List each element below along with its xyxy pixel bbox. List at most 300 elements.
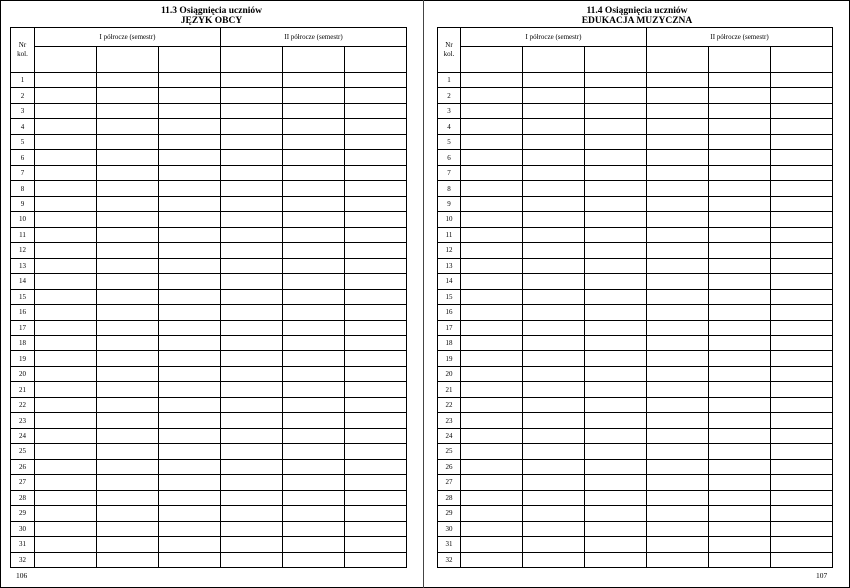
grade-cell — [585, 428, 647, 443]
table-row — [11, 444, 407, 459]
grade-cell — [97, 196, 159, 211]
grade-cell — [35, 444, 97, 459]
grade-cell — [35, 181, 97, 196]
row-number: 14 — [11, 274, 35, 289]
table-row — [438, 397, 833, 412]
header-subcolumn — [345, 47, 407, 73]
grade-cell — [345, 490, 407, 505]
grade-cell — [647, 475, 709, 490]
row-number: 18 — [438, 335, 461, 350]
grade-cell — [35, 119, 97, 134]
grade-cell — [35, 274, 97, 289]
grade-cell — [159, 351, 221, 366]
table-row — [438, 103, 833, 118]
grade-cell — [345, 366, 407, 381]
grade-cell — [159, 243, 221, 258]
grade-cell — [771, 150, 833, 165]
grade-cell — [709, 150, 771, 165]
table-row — [438, 88, 833, 103]
row-number: 4 — [11, 119, 35, 134]
grade-cell — [709, 459, 771, 474]
grade-cell — [709, 134, 771, 149]
grade-cell — [647, 413, 709, 428]
table-row — [11, 227, 407, 242]
grade-cell — [585, 537, 647, 552]
grade-cell — [159, 382, 221, 397]
table-row — [438, 305, 833, 320]
grade-cell — [771, 428, 833, 443]
row-number: 18 — [11, 335, 35, 350]
grade-cell — [345, 73, 407, 88]
grade-cell — [97, 103, 159, 118]
grade-cell — [97, 227, 159, 242]
grade-cell — [221, 475, 283, 490]
row-number: 13 — [11, 258, 35, 273]
grade-cell — [771, 289, 833, 304]
grade-cell — [771, 506, 833, 521]
grade-cell — [221, 88, 283, 103]
table-row — [11, 428, 407, 443]
grade-cell — [709, 506, 771, 521]
grade-cell — [461, 444, 523, 459]
grade-cell — [771, 413, 833, 428]
row-number: 2 — [11, 88, 35, 103]
row-number: 7 — [438, 165, 461, 180]
grade-cell — [771, 165, 833, 180]
right-title-line2: EDUKACJA MUZYCZNA — [581, 16, 693, 26]
grade-cell — [159, 320, 221, 335]
grade-cell — [221, 537, 283, 552]
row-number: 22 — [438, 397, 461, 412]
grade-cell — [523, 552, 585, 567]
grade-cell — [345, 165, 407, 180]
grade-cell — [585, 165, 647, 180]
grade-cell — [35, 552, 97, 567]
grade-cell — [345, 119, 407, 134]
grade-cell — [523, 119, 585, 134]
table-row — [11, 506, 407, 521]
grade-cell — [647, 289, 709, 304]
row-number: 15 — [438, 289, 461, 304]
grade-cell — [771, 537, 833, 552]
grade-cell — [97, 537, 159, 552]
grade-cell — [221, 289, 283, 304]
grade-cell — [523, 305, 585, 320]
header-subcolumn — [771, 47, 833, 73]
table-row — [11, 196, 407, 211]
grade-cell — [461, 305, 523, 320]
grade-cell — [461, 227, 523, 242]
header-semester-1: I półrocze (semestr) — [461, 28, 647, 47]
grade-cell — [461, 119, 523, 134]
grade-cell — [709, 227, 771, 242]
grade-cell — [159, 335, 221, 350]
grade-cell — [771, 119, 833, 134]
row-number: 11 — [438, 227, 461, 242]
row-number: 5 — [438, 134, 461, 149]
grade-cell — [709, 243, 771, 258]
grade-cell — [221, 335, 283, 350]
grade-cell — [709, 552, 771, 567]
grade-cell — [647, 119, 709, 134]
row-number: 16 — [438, 305, 461, 320]
grade-cell — [647, 196, 709, 211]
row-number: 21 — [438, 382, 461, 397]
grade-cell — [585, 181, 647, 196]
grade-cell — [159, 134, 221, 149]
grade-cell — [345, 413, 407, 428]
grade-cell — [461, 382, 523, 397]
grade-cell — [35, 88, 97, 103]
right-page-number: 107 — [816, 571, 828, 580]
grade-cell — [523, 366, 585, 381]
grade-cell — [647, 88, 709, 103]
grade-cell — [585, 335, 647, 350]
grade-cell — [523, 88, 585, 103]
grade-cell — [523, 289, 585, 304]
grade-cell — [35, 212, 97, 227]
grade-cell — [771, 103, 833, 118]
table-row — [11, 413, 407, 428]
grade-cell — [523, 243, 585, 258]
grade-cell — [283, 227, 345, 242]
grade-cell — [283, 165, 345, 180]
grade-cell — [35, 289, 97, 304]
grade-cell — [585, 320, 647, 335]
grade-cell — [159, 444, 221, 459]
grade-cell — [461, 165, 523, 180]
grade-cell — [585, 382, 647, 397]
grade-cell — [345, 103, 407, 118]
grade-cell — [461, 289, 523, 304]
grade-cell — [159, 506, 221, 521]
grade-cell — [647, 428, 709, 443]
grade-cell — [585, 552, 647, 567]
grade-cell — [585, 274, 647, 289]
grade-cell — [461, 274, 523, 289]
grade-cell — [35, 521, 97, 536]
row-number: 4 — [438, 119, 461, 134]
grade-cell — [709, 351, 771, 366]
grade-cell — [283, 88, 345, 103]
row-number: 9 — [438, 196, 461, 211]
row-number: 1 — [438, 73, 461, 88]
grade-cell — [771, 351, 833, 366]
grade-cell — [159, 413, 221, 428]
row-number: 29 — [11, 506, 35, 521]
grade-cell — [585, 521, 647, 536]
grade-cell — [159, 289, 221, 304]
row-number: 13 — [438, 258, 461, 273]
table-row — [11, 134, 407, 149]
grade-cell — [221, 227, 283, 242]
grade-cell — [221, 212, 283, 227]
grade-cell — [461, 88, 523, 103]
grade-cell — [771, 274, 833, 289]
grade-cell — [523, 475, 585, 490]
grade-cell — [345, 134, 407, 149]
grade-cell — [461, 521, 523, 536]
grade-cell — [283, 274, 345, 289]
grade-cell — [585, 459, 647, 474]
grade-cell — [647, 274, 709, 289]
grade-cell — [345, 274, 407, 289]
grade-cell — [159, 552, 221, 567]
row-number: 31 — [438, 537, 461, 552]
right-table-body — [438, 73, 833, 568]
table-row — [438, 150, 833, 165]
grade-cell — [647, 243, 709, 258]
row-number: 29 — [438, 506, 461, 521]
grade-cell — [97, 475, 159, 490]
row-number: 27 — [11, 475, 35, 490]
grade-cell — [97, 305, 159, 320]
grade-cell — [97, 320, 159, 335]
grade-cell — [585, 119, 647, 134]
row-number: 7 — [11, 165, 35, 180]
table-row — [438, 274, 833, 289]
grade-cell — [647, 258, 709, 273]
table-row — [11, 335, 407, 350]
grade-cell — [283, 258, 345, 273]
grade-cell — [771, 243, 833, 258]
header-subcolumn — [35, 47, 97, 73]
row-number: 5 — [11, 134, 35, 149]
right-page-title — [424, 6, 850, 26]
header-subcolumn — [585, 47, 647, 73]
grade-cell — [283, 103, 345, 118]
grade-cell — [283, 382, 345, 397]
grade-cell — [461, 413, 523, 428]
row-number: 20 — [438, 366, 461, 381]
row-number: 23 — [438, 413, 461, 428]
grade-cell — [97, 258, 159, 273]
grade-cell — [283, 366, 345, 381]
table-row — [11, 537, 407, 552]
grade-cell — [35, 134, 97, 149]
table-row — [11, 382, 407, 397]
grade-cell — [35, 459, 97, 474]
grade-cell — [345, 150, 407, 165]
grade-cell — [771, 459, 833, 474]
row-number: 8 — [438, 181, 461, 196]
grade-cell — [709, 397, 771, 412]
left-page-title — [0, 6, 423, 26]
grade-cell — [585, 444, 647, 459]
grade-cell — [523, 227, 585, 242]
grade-cell — [159, 366, 221, 381]
grade-cell — [709, 366, 771, 381]
table-row — [11, 73, 407, 88]
grade-cell — [97, 382, 159, 397]
grade-cell — [585, 103, 647, 118]
table-row — [438, 413, 833, 428]
grade-cell — [771, 227, 833, 242]
grade-cell — [97, 506, 159, 521]
grade-cell — [35, 165, 97, 180]
grade-cell — [523, 103, 585, 118]
grade-cell — [709, 88, 771, 103]
row-number: 10 — [438, 212, 461, 227]
grade-cell — [585, 366, 647, 381]
header-kol: kol. — [443, 50, 455, 58]
grade-cell — [709, 103, 771, 118]
grade-cell — [771, 212, 833, 227]
grade-cell — [97, 119, 159, 134]
header-semester-2: II półrocze (semestr) — [221, 28, 407, 47]
grade-cell — [771, 397, 833, 412]
grade-cell — [709, 181, 771, 196]
table-row — [11, 150, 407, 165]
grade-cell — [159, 258, 221, 273]
grade-cell — [709, 274, 771, 289]
grade-cell — [221, 366, 283, 381]
grade-cell — [221, 397, 283, 412]
table-row — [438, 289, 833, 304]
grade-cell — [221, 413, 283, 428]
grade-cell — [97, 289, 159, 304]
grade-cell — [647, 552, 709, 567]
table-row — [438, 243, 833, 258]
grade-cell — [159, 119, 221, 134]
row-number: 28 — [11, 490, 35, 505]
grade-cell — [461, 243, 523, 258]
grade-cell — [585, 150, 647, 165]
row-number: 11 — [11, 227, 35, 242]
grade-cell — [771, 134, 833, 149]
grade-cell — [221, 258, 283, 273]
table-row — [438, 227, 833, 242]
grade-cell — [35, 227, 97, 242]
grade-cell — [221, 305, 283, 320]
grade-cell — [647, 165, 709, 180]
grade-cell — [97, 413, 159, 428]
grade-cell — [709, 196, 771, 211]
table-row — [11, 274, 407, 289]
grade-cell — [461, 366, 523, 381]
grade-cell — [461, 459, 523, 474]
grade-cell — [523, 134, 585, 149]
grade-cell — [523, 73, 585, 88]
grade-cell — [709, 119, 771, 134]
grade-cell — [221, 444, 283, 459]
row-number: 19 — [438, 351, 461, 366]
row-number: 30 — [438, 521, 461, 536]
grade-cell — [345, 397, 407, 412]
grade-cell — [461, 196, 523, 211]
grade-cell — [283, 351, 345, 366]
header-subcolumn — [461, 47, 523, 73]
grade-cell — [345, 181, 407, 196]
grade-cell — [461, 150, 523, 165]
grade-cell — [345, 305, 407, 320]
row-number: 16 — [11, 305, 35, 320]
grade-cell — [709, 335, 771, 350]
grade-cell — [647, 459, 709, 474]
left-table-body — [11, 73, 407, 568]
table-row — [438, 537, 833, 552]
grade-cell — [523, 428, 585, 443]
table-row — [11, 320, 407, 335]
grade-cell — [283, 413, 345, 428]
grade-cell — [647, 335, 709, 350]
table-row — [11, 165, 407, 180]
table-row — [438, 428, 833, 443]
row-number: 19 — [11, 351, 35, 366]
grade-cell — [523, 320, 585, 335]
row-number: 27 — [438, 475, 461, 490]
grade-cell — [283, 537, 345, 552]
grade-cell — [523, 537, 585, 552]
grade-cell — [523, 521, 585, 536]
row-number: 15 — [11, 289, 35, 304]
grade-cell — [221, 552, 283, 567]
grade-cell — [709, 165, 771, 180]
grade-cell — [461, 428, 523, 443]
table-row — [11, 475, 407, 490]
grade-cell — [771, 444, 833, 459]
grade-cell — [585, 397, 647, 412]
header-subcolumn — [283, 47, 345, 73]
table-row — [11, 88, 407, 103]
grade-cell — [159, 305, 221, 320]
grade-cell — [97, 150, 159, 165]
table-row — [438, 552, 833, 567]
grade-cell — [345, 227, 407, 242]
grade-cell — [35, 475, 97, 490]
grade-cell — [35, 243, 97, 258]
grade-cell — [709, 475, 771, 490]
grade-cell — [221, 150, 283, 165]
grade-cell — [283, 196, 345, 211]
table-row — [438, 335, 833, 350]
grade-cell — [709, 258, 771, 273]
grade-cell — [221, 103, 283, 118]
grade-cell — [709, 444, 771, 459]
grade-cell — [221, 243, 283, 258]
row-number: 12 — [438, 243, 461, 258]
row-number: 22 — [11, 397, 35, 412]
header-subcolumn — [647, 47, 709, 73]
grade-cell — [585, 258, 647, 273]
table-row — [11, 459, 407, 474]
grade-cell — [345, 475, 407, 490]
grade-cell — [159, 150, 221, 165]
grade-cell — [461, 335, 523, 350]
grade-cell — [345, 335, 407, 350]
grade-cell — [461, 73, 523, 88]
grade-cell — [283, 475, 345, 490]
grade-cell — [221, 274, 283, 289]
grade-cell — [159, 397, 221, 412]
grade-cell — [345, 212, 407, 227]
grade-cell — [585, 88, 647, 103]
grade-cell — [585, 289, 647, 304]
grade-cell — [35, 413, 97, 428]
row-number: 26 — [438, 459, 461, 474]
table-row — [438, 258, 833, 273]
grade-cell — [647, 73, 709, 88]
grade-cell — [523, 490, 585, 505]
grade-cell — [283, 243, 345, 258]
grade-cell — [159, 521, 221, 536]
grade-cell — [647, 227, 709, 242]
grade-cell — [97, 521, 159, 536]
grade-cell — [283, 552, 345, 567]
grade-cell — [647, 150, 709, 165]
grade-cell — [523, 444, 585, 459]
grade-cell — [585, 196, 647, 211]
